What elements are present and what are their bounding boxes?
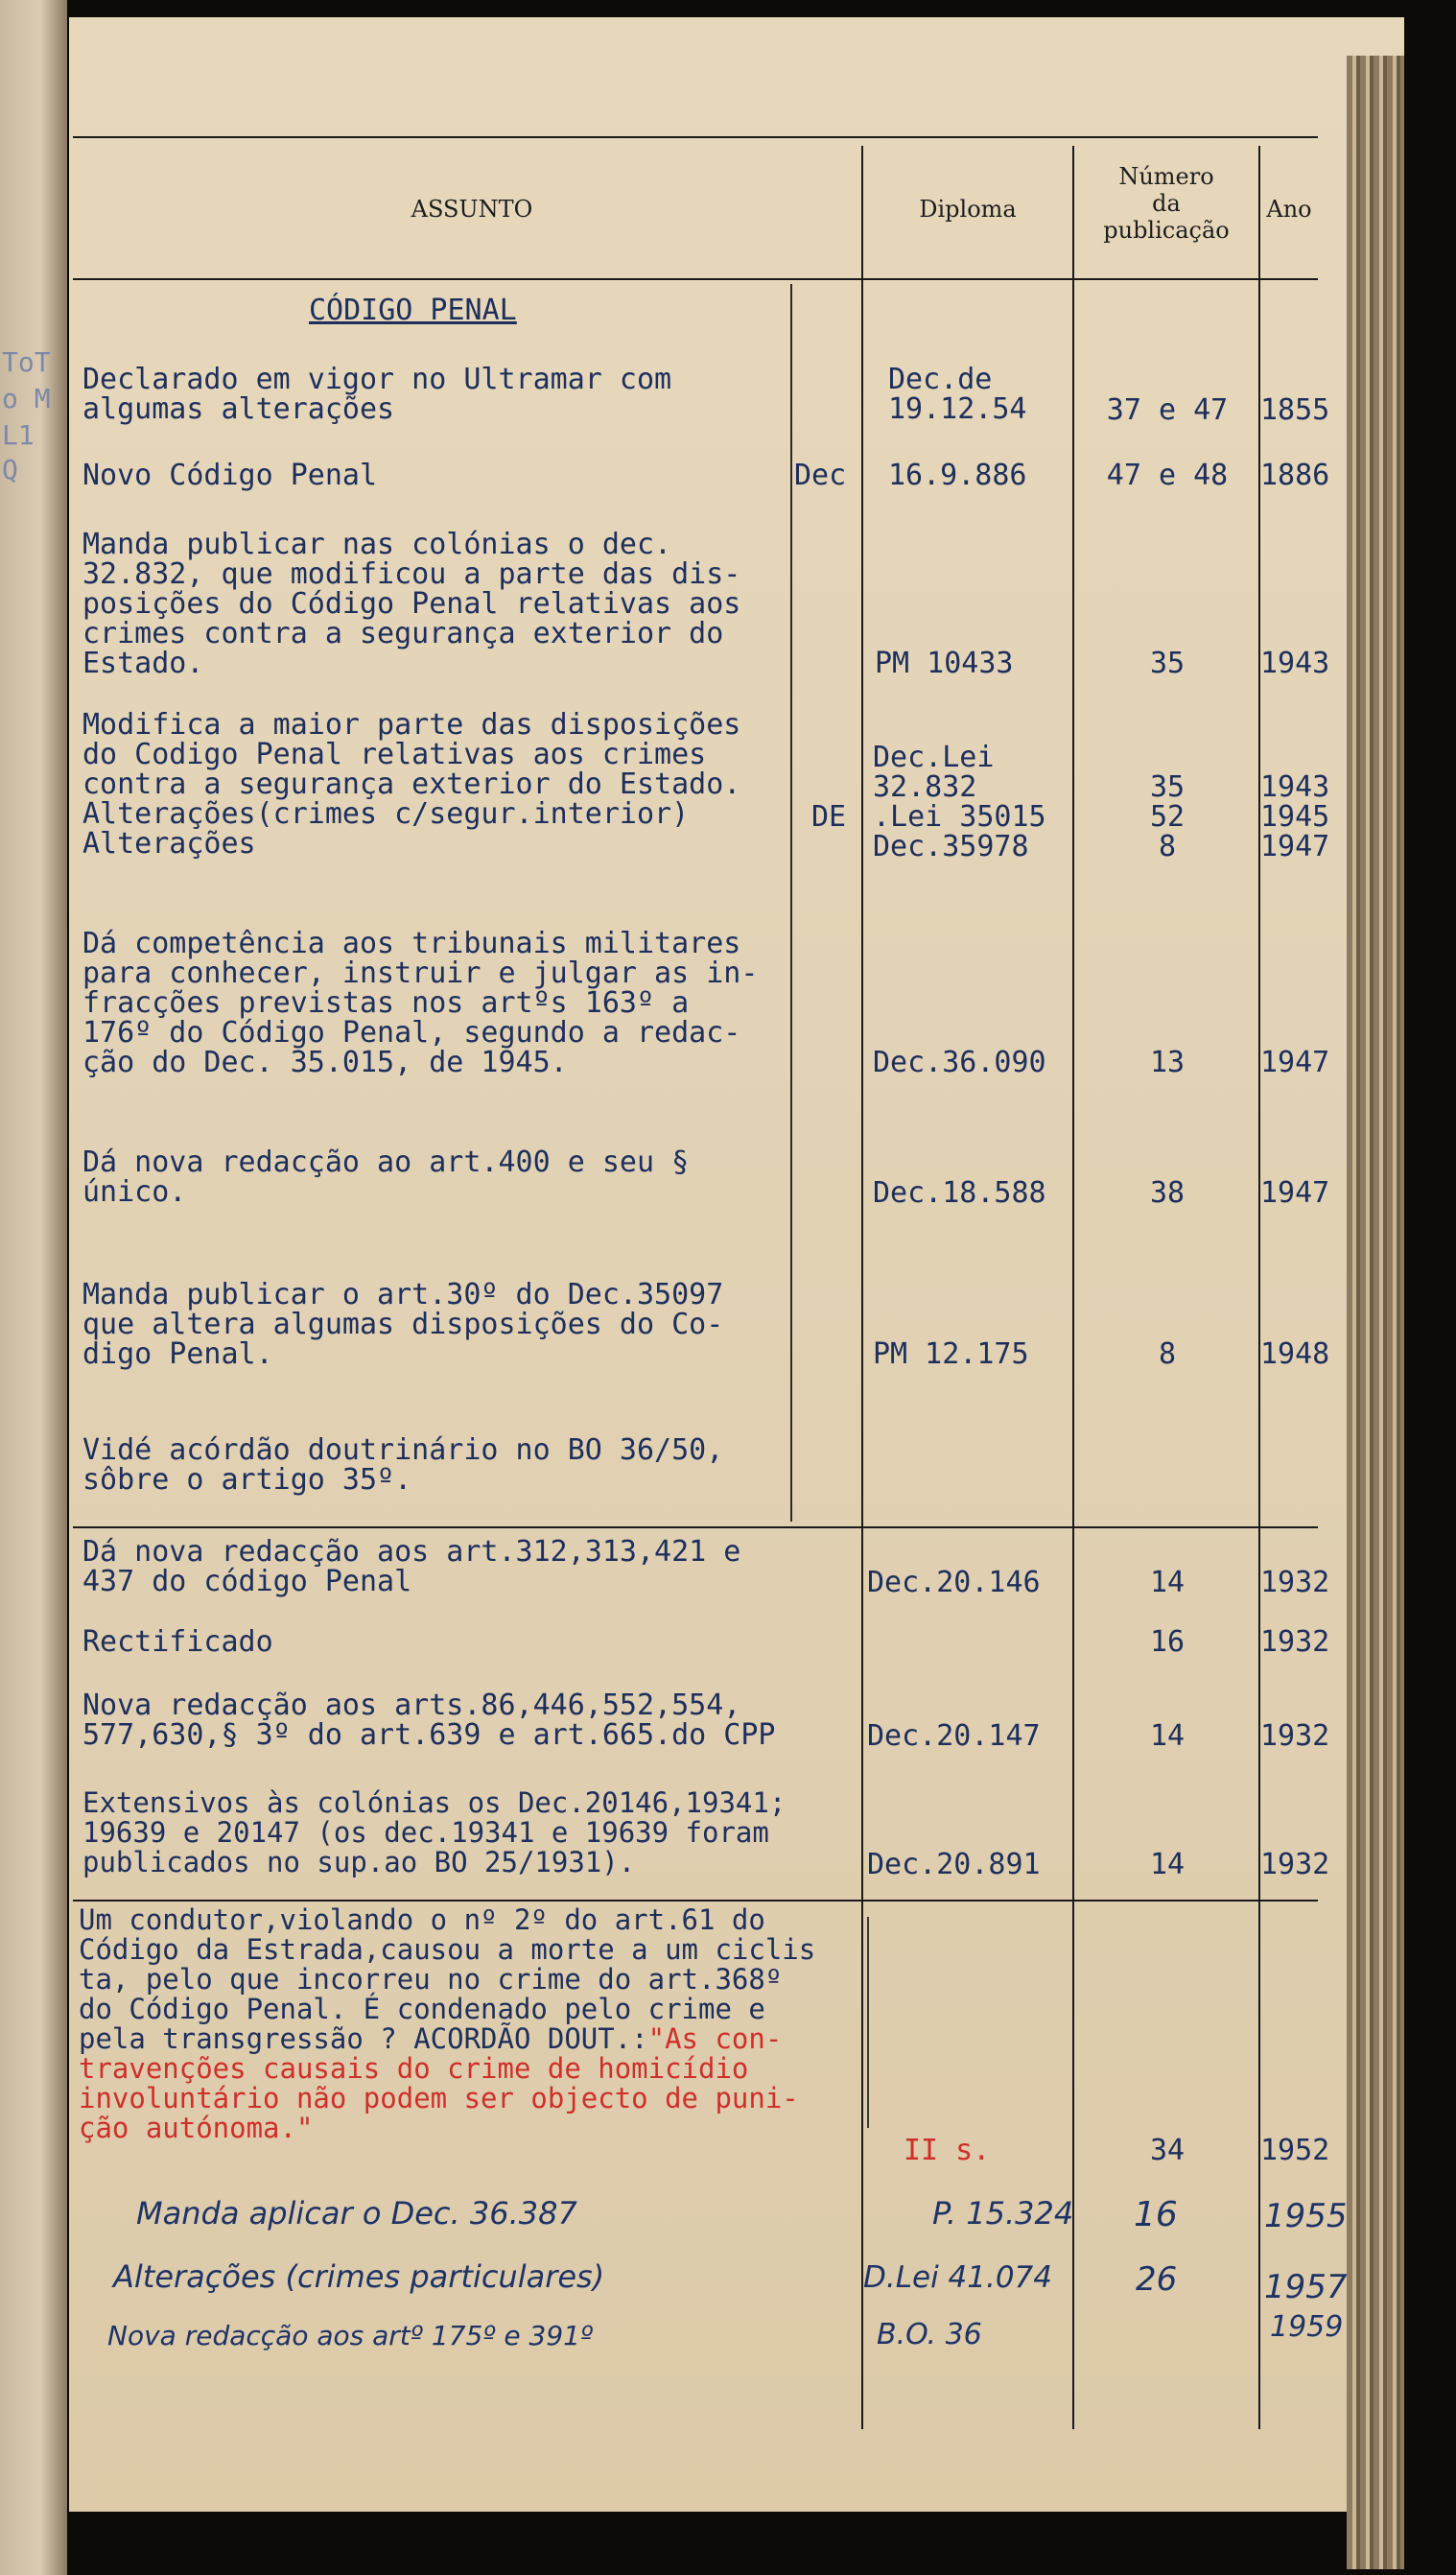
entry-assunto: Rectificado bbox=[82, 1625, 273, 1659]
entry-assunto: Modifica a maior parte das disposições do Codigo Penal relativas aos crimes contra a segurança exterior do Estado. Alterações(crimes c/segur.interior) Alterações bbox=[82, 708, 741, 861]
acordao-text-red: travenções causais do crime de homicídio involuntário não podem ser objecto de puni- ção autónoma." bbox=[79, 2052, 799, 2144]
entry-diploma: Dec.Lei 32.832 .Lei 35015 Dec.35978 bbox=[873, 741, 1046, 863]
handwritten-assunto: Alterações (crimes particulares) bbox=[113, 2258, 605, 2295]
handwritten-numero: 26 bbox=[1136, 2260, 1178, 2299]
handwritten-diploma: B.O. 36 bbox=[877, 2318, 982, 2351]
header-numero-publicacao bbox=[1076, 163, 1256, 244]
entry-numero: 38 bbox=[1149, 1176, 1186, 1210]
entry-numero: 13 bbox=[1149, 1046, 1186, 1079]
entry-assunto: Dá nova redacção aos art.312,313,421 e 437 do código Penal bbox=[82, 1535, 741, 1598]
entry-diploma: Dec.36.090 bbox=[873, 1046, 1046, 1079]
entry-numero: 37 e 47 bbox=[1106, 393, 1229, 427]
section-title: CÓDIGO PENAL bbox=[309, 294, 517, 327]
entry-diploma: Dec.20.147 bbox=[867, 1719, 1041, 1753]
entry-ano: 1943 bbox=[1260, 647, 1330, 680]
entry-numero: 14 bbox=[1149, 1566, 1186, 1599]
header-ano: Ano bbox=[1266, 196, 1312, 223]
entry-assunto: Vidé acórdão doutrinário no BO 36/50, sôbre o artigo 35º. bbox=[82, 1433, 724, 1497]
entry-assunto: Dá competência aos tribunais militares para conhecer, instruir e julgar as in- fracções previstas nos artºs 163º a 176º do Código Penal, segundo a redac- ção do Dec. 35.015, de 1945. bbox=[82, 927, 759, 1079]
handwritten-numero: 16 bbox=[1134, 2195, 1178, 2234]
entry-diploma: Dec.20.891 bbox=[867, 1848, 1041, 1881]
column-rule-numero bbox=[1072, 146, 1074, 2429]
entry-diploma: PM 12.175 bbox=[873, 1337, 1029, 1371]
entry-ano: 1932 bbox=[1260, 1848, 1330, 1881]
page-stack-edge bbox=[1347, 56, 1404, 2569]
entry-diploma: Dec.18.588 bbox=[873, 1176, 1046, 1210]
acordao-text-red-inline: "As con- bbox=[647, 2022, 783, 2055]
ledger-page bbox=[69, 17, 1404, 2512]
header-numero-line: publicação bbox=[1103, 217, 1230, 244]
entry-ano: 1886 bbox=[1260, 459, 1330, 492]
header-bottom-rule bbox=[73, 278, 1318, 280]
acordao-ano: 1952 bbox=[1260, 2134, 1330, 2167]
inner-margin-rule bbox=[790, 284, 792, 1522]
header-assunto: ASSUNTO bbox=[411, 196, 533, 223]
entry-ano: 1948 bbox=[1260, 1337, 1330, 1371]
left-page-fragment: o M bbox=[2, 383, 51, 414]
entry-numero: 47 e 48 bbox=[1106, 459, 1229, 492]
entry-ano: 1947 bbox=[1260, 1176, 1330, 1210]
entry-assunto: Nova redacção aos arts.86,446,552,554, 577,630,§ 3º do art.639 e art.665.do CPP bbox=[82, 1689, 776, 1752]
entry-diploma: Dec.20.146 bbox=[867, 1566, 1041, 1599]
entry-diploma: Dec.de 19.12.54 bbox=[888, 363, 1027, 426]
entry-assunto: Novo Código Penal bbox=[82, 459, 378, 492]
handwritten-diploma: P. 15.324 bbox=[932, 2195, 1074, 2232]
entry-assunto: Manda publicar nas colónias o dec. 32.832, que modificou a parte das dis- posições do Código Penal relativas aos crimes contra a segurança exterior do Estado. bbox=[82, 528, 741, 680]
entry-ano: 1932 bbox=[1260, 1719, 1330, 1753]
handwritten-ano: 1959 bbox=[1270, 2310, 1344, 2344]
entry-numero: 8 bbox=[1158, 1337, 1177, 1371]
handwritten-ano: 1955 bbox=[1264, 2197, 1348, 2235]
handwritten-assunto: Nova redacção aos artº 175º e 391º bbox=[107, 2320, 594, 2351]
handwritten-assunto: Manda aplicar o Dec. 36.387 bbox=[136, 2195, 577, 2232]
entry-assunto: Dá nova redacção ao art.400 e seu § único. bbox=[82, 1146, 690, 1209]
handwritten-ano: 1957 bbox=[1264, 2268, 1348, 2306]
entry-ano: 1932 bbox=[1260, 1625, 1330, 1659]
entry-ano: 1943 1945 1947 bbox=[1260, 770, 1330, 863]
entry-diploma: PM 10433 bbox=[875, 647, 1014, 680]
left-page-fragment: L1 Q bbox=[2, 419, 35, 485]
entry-ano: 1947 bbox=[1260, 1046, 1330, 1079]
left-page-fragment: ToT bbox=[2, 346, 51, 378]
entry-ano: 1855 bbox=[1260, 393, 1330, 427]
acordao-text bbox=[79, 1905, 815, 2143]
acordao-diploma: II s. bbox=[904, 2134, 991, 2167]
header-numero-line: Número bbox=[1118, 163, 1214, 190]
entry-assunto: Manda publicar o art.30º do Dec.35097 que altera algumas disposições do Co- digo Penal. bbox=[82, 1278, 724, 1371]
entry-diploma: 16.9.886 bbox=[888, 459, 1027, 492]
inner-margin-rule-lower bbox=[867, 1917, 869, 2128]
row-divider bbox=[73, 1526, 1318, 1528]
handwritten-diploma: D.Lei 41.074 bbox=[863, 2260, 1053, 2295]
entry-assunto: Extensivos às colónias os Dec.20146,19341; 19639 e 20147 (os dec.19341 e 19639 foram publicados no sup.ao BO 25/1931). bbox=[82, 1786, 787, 1878]
entry-ano: 1932 bbox=[1260, 1566, 1330, 1599]
table-top-rule bbox=[73, 136, 1318, 138]
entry-assunto: Declarado em vigor no Ultramar com algumas alterações bbox=[82, 363, 672, 426]
entry-numero: 14 bbox=[1149, 1719, 1186, 1753]
entry-numero: 14 bbox=[1149, 1848, 1186, 1881]
header-numero-line: da bbox=[1152, 190, 1181, 217]
acordao-text-blue: Um condutor,violando o nº 2º do art.61 do Código da Estrada,causou a morte a um ciclis ta, pelo que incorreu no crime do art.368º do Código Penal. É condenado pelo crime e pela transgressão ? ACORDÃO DOUT.: bbox=[79, 1903, 816, 2055]
entry-prefix: DE bbox=[811, 800, 847, 834]
entry-numero: 16 bbox=[1149, 1625, 1186, 1659]
acordao-numero: 34 bbox=[1149, 2134, 1186, 2167]
header-diploma: Diploma bbox=[919, 196, 1017, 223]
column-rule-diploma bbox=[861, 146, 863, 2429]
entry-prefix: Dec bbox=[794, 459, 847, 492]
left-page-edge bbox=[0, 0, 67, 2575]
entry-numero: 35 bbox=[1149, 647, 1186, 680]
entry-numero: 35 52 8 bbox=[1149, 770, 1186, 863]
row-divider bbox=[73, 1900, 1318, 1902]
